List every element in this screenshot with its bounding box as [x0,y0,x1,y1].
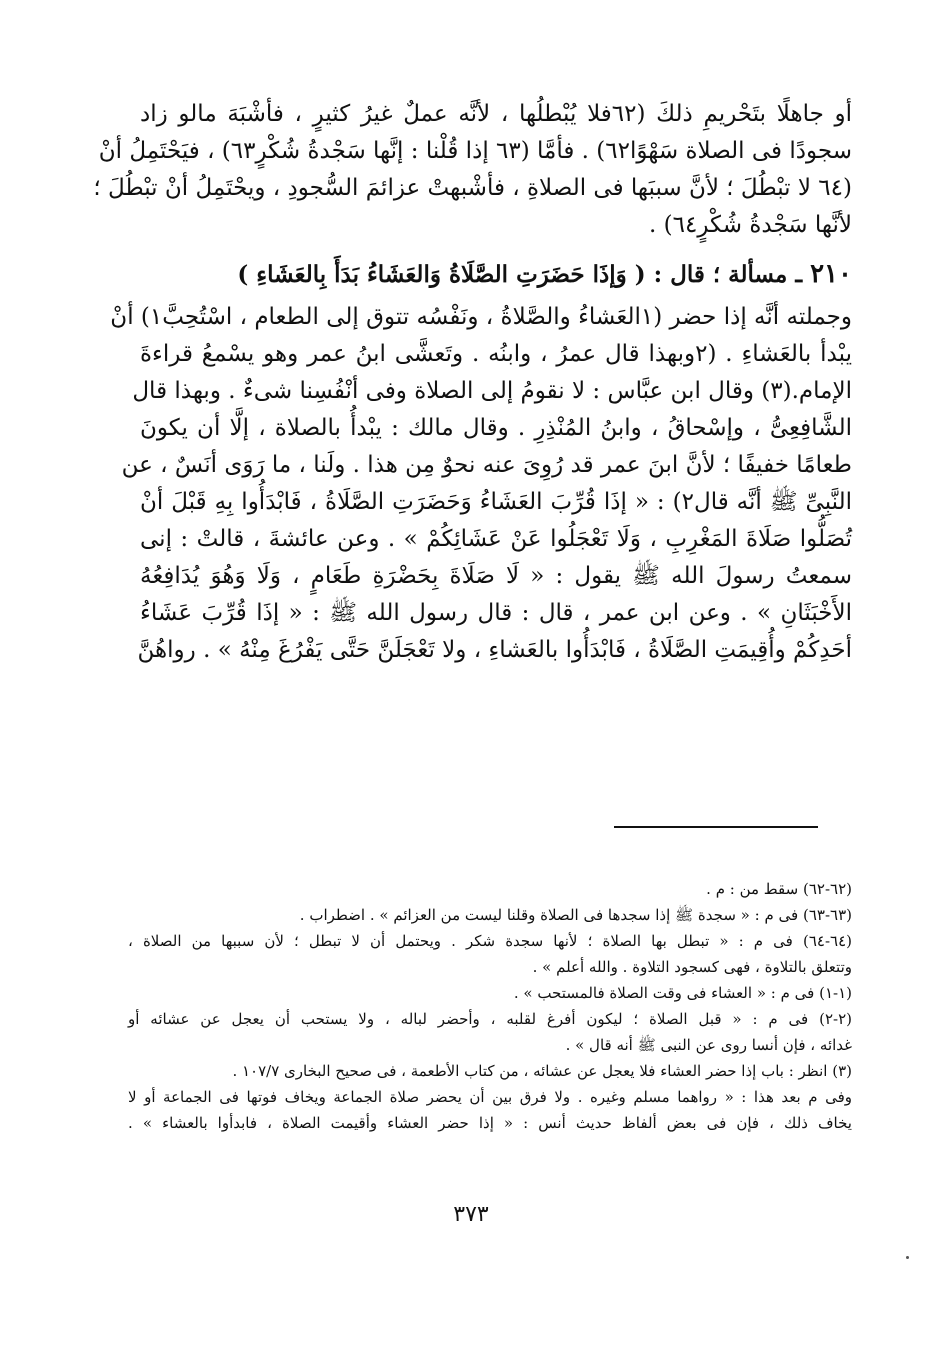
text-line: الإمام.(٣) وقال ابن عبَّاس : لا نقومُ إلى الصلاة وفى أنْفُسِنا شىءٌ . وبهذا قال [132,378,852,404]
text-line: النَّبِىِّ ﷺ أنَّه قال٢) : « إذَا قُرِّبَ العَشَاءُ وَحَضَرَتِ الصَّلَاةُ ، فَابْدَأُوا بِهِ قَبْلَ أنْ [140,489,852,515]
section-number: ٢١٠ [810,259,852,289]
text-line: طعامًا خفيفًا ؛ لأنَّ ابنَ عمر قد رُوِىَ عنه نحوٌ مِن هذا . ولَنا ، ما رَوَى أنَسٌ ، عن [121,452,852,478]
footnote: (٦٤-٦٤) فى م : « تبطل بها الصلاة ؛ لأنها سجدة شكر . ويحتمل أن لا تبطل ؛ لأن سببها من الصلاة ، [128,932,852,950]
text-line: يبْدأ بالعَشاءِ . (٢وبهذا قال عمرُ ، وابنُه . وتَعشَّى ابنُ عمر وهو يسْمعُ قراءةَ [140,341,852,367]
text-line: لأنَّها سَجْدةُ شُكْرٍ٦٤) . [649,212,852,238]
scan-speck [906,1256,909,1259]
footnote: (٦٣-٦٣) فى م : « سجدة ﷺ إذا سجدها فى الصلاة وقلنا ليست من العزائم » . اضطراب . [299,906,852,924]
main-text [93,96,853,669]
text-line: أو جاهلًا بتَحْريمِ ذلكَ (٦٢فلا يُبْطلُها ، لأنَّه عملٌ غيرُ كثيرٍ ، فأشْبَهَ مالو زاد [140,101,853,127]
footnote: (٦٢-٦٢) سقط من : م . [706,880,852,898]
text-line: سجودًا فى الصلاة سَهْوًا٦٢) . فأمَّا (٦٣ إذا قُلْنا : إنَّها سَجْدةُ شُكْرٍ٦٣) ، فيَحْتَمِلُ أنْ [98,138,852,164]
text-line: سمعتُ رسولَ الله ﷺ يقول : « لَا صَلَاةَ بِحَضْرَةِ طَعَامٍ ، وَلَا وَهُوَ يُدَافِعُهُ [140,563,852,589]
page-number: ٣٧٣ [453,1202,489,1227]
text-line: الشَّافِعِىُّ ، وإسْحاقُ ، وابنُ المُنْذِرِ . وقال مالك : يبْدأُ بالصلاة ، إلَّا أن يكونَ [140,415,852,441]
footnotes [128,876,852,1136]
text-line: الأَخْبَثَانِ » . وعن ابن عمر ، قال : قال رسول الله ﷺ : « إذَا قُرِّبَ عَشَاءُ [140,600,852,626]
footnote-divider [614,826,818,828]
footnote: وفى م بعد هذا : « رواهما مسلم وغيره . ولا فرق بين أن يحضر صلاة الجماعة ويخاف فوتها فى الجماعة أو لا [128,1088,852,1106]
footnote: (٣) انظر : باب إذا حضر العشاء فلا يعجل عن عشائه ، من كتاب الأطعمة ، فى صحيح البخارى ١٠٧/٧ . [232,1062,852,1080]
footnote: وتتعلق بالتلاوة ، فهى كسجود التلاوة . والله أعلم » . [532,958,852,976]
text-line: وجملته أنَّه إذا حضر (١العَشاءُ والصَّلاةُ ، ونَفْسُه تتوق إلى الطعام ، اسْتُحِبَّ١) أنْ [110,304,852,330]
section-heading [140,256,852,293]
text-line: تُصَلُّوا صَلَاةَ المَغْرِبِ ، وَلَا تَعْجَلُوا عَنْ عَشَائِكُمْ » . وعن عائشةَ ، قالتْ : إنى [140,526,852,552]
text-line: (٦٤ لا تبْطُلَ ؛ لأنَّ سببَها فى الصلاةِ ، فأشْبهتْ عزائمَ السُّجودِ ، ويحْتَمِلُ أنْ تبْطُلَ ؛ [93,175,852,201]
footnote: يخاف ذلك ، فإن فى بعض ألفاظ حديث أنس : « إذا حضر العشاء وأقيمت الصلاة ، فابدأوا بالعشاء » . [128,1114,852,1132]
footnote: (١-١) فى م : « العشاء فى وقت الصلاة فالمستحب » . [513,984,852,1002]
footnote: (٢-٢) فى م : « قبل الصلاة ؛ ليكون أفرغ لقلبه ، وأحضر لباله ، ولا يستحب أن يعجل عن عشائه أو [128,1010,852,1028]
footnote: غدائه ، فإن أنسا روى عن النبى ﷺ أنه قال » . [565,1036,852,1054]
text-line: أحَدِكُمْ وأُقِيمَتِ الصَّلَاةُ ، فَابْدَأُوا بالعَشاءِ ، ولا تَعْجَلَنَّ حَتَّى يَفْرُغَ مِنْهُ » . رواهُنَّ [137,637,852,663]
section-title: ـ مسألة ؛ قال : ( وَإذَا حَضَرَتِ الصَّلَاةُ وَالعَشَاءُ بَدَأَ بِالعَشَاءِ ) [237,261,803,288]
